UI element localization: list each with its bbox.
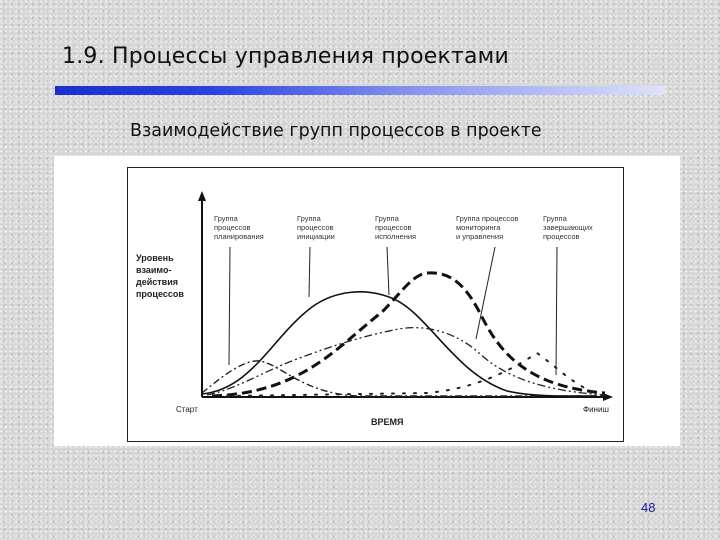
leader-line-closing <box>556 247 557 375</box>
y-axis-label-line: взаимо- <box>136 265 172 275</box>
curve-execution <box>212 273 605 396</box>
leader-line-planning <box>229 247 230 365</box>
leader-line-execution <box>387 247 389 295</box>
y-axis-label-line: действия <box>136 277 178 287</box>
group-label-closing: Группа завершающих процессов <box>543 214 593 241</box>
x-axis-label: ВРЕМЯ <box>371 417 404 427</box>
group-label-monitoring: Группа процессов мониторинга и управления <box>456 214 519 241</box>
group-label-execution: Группа процессов исполнения <box>375 214 417 241</box>
group-label-planning: Группа процессов планирования <box>214 214 264 241</box>
y-axis-label-line: Уровень <box>136 253 174 263</box>
finish-label: Финиш <box>583 405 609 414</box>
curve-initiation <box>202 292 597 396</box>
curve-closing <box>227 353 605 396</box>
leader-line-initiation <box>309 247 310 297</box>
page-number: 48 <box>641 500 656 515</box>
curve-monitoring <box>207 328 605 395</box>
group-label-initiation: Группа процессов инициации <box>297 214 335 241</box>
process-groups-diagram <box>127 167 624 442</box>
start-label: Старт <box>176 405 198 414</box>
slide-title: 1.9. Процессы управления проектами <box>62 44 509 69</box>
title-underline-bar <box>55 86 665 95</box>
y-axis-label <box>136 253 184 299</box>
y-axis-arrow <box>198 191 206 201</box>
slide-subtitle: Взаимодействие групп процессов в проекте <box>130 121 542 141</box>
y-axis-label-line: процессов <box>136 289 184 299</box>
